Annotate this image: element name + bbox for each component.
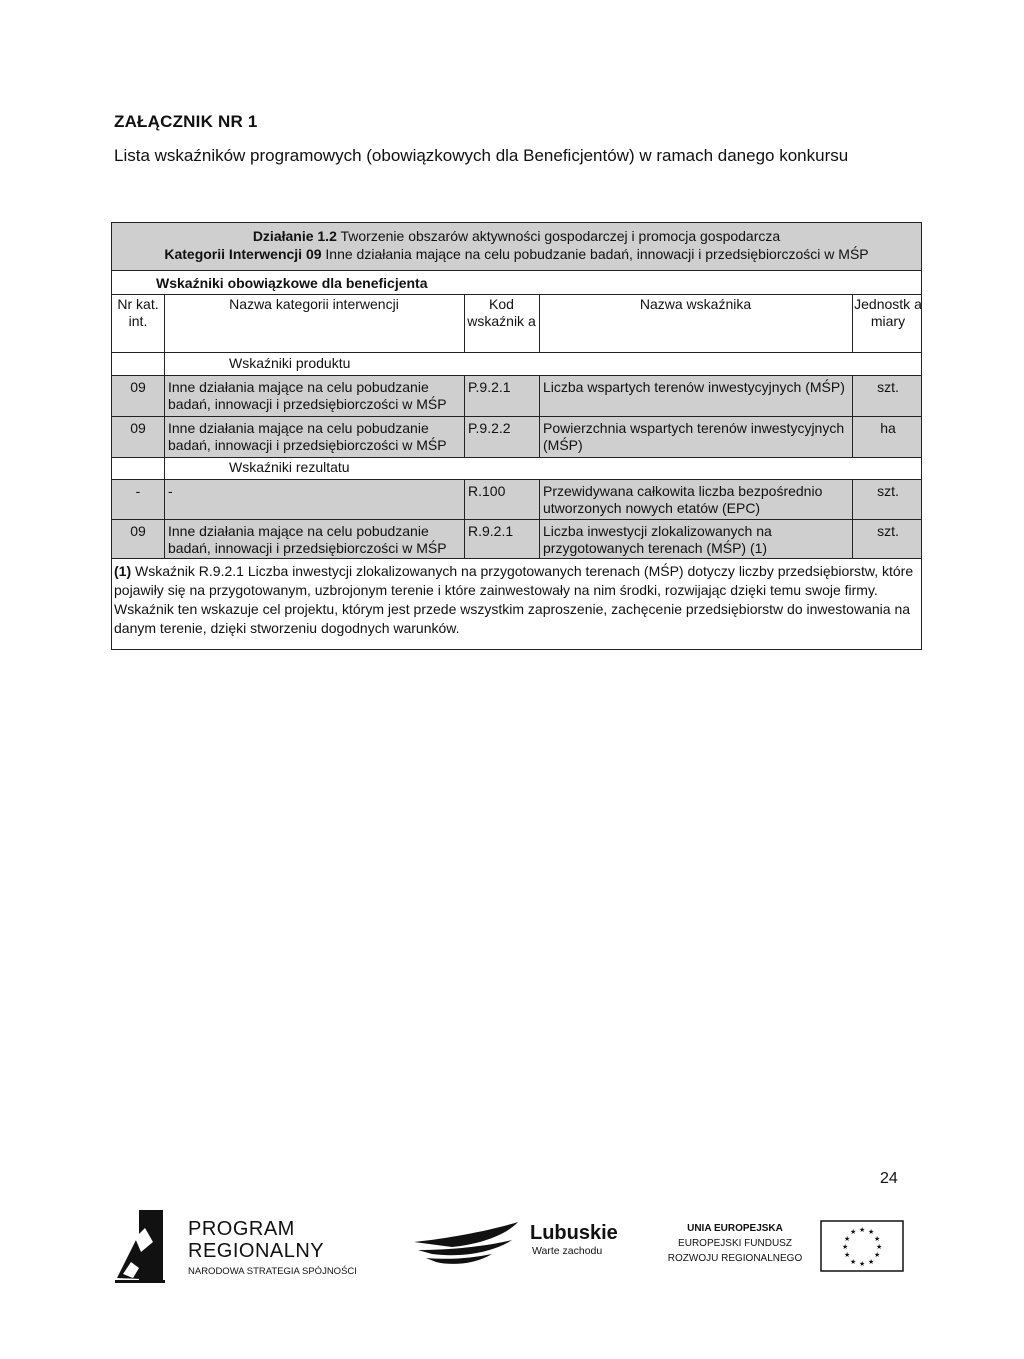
row-kod: R.9.2.1 — [468, 523, 514, 539]
table-row — [112, 520, 921, 558]
svg-text:★: ★ — [874, 1251, 881, 1259]
divider — [539, 294, 540, 352]
row-jm: ha — [880, 420, 896, 436]
divider — [464, 479, 465, 558]
dzialanie-text: Tworzenie obszarów aktywności gospodarczej i promocja gospodarcza — [340, 228, 781, 244]
svg-text:★: ★ — [850, 1228, 857, 1236]
divider — [852, 479, 853, 558]
svg-text:★: ★ — [876, 1243, 883, 1251]
row-nazwa: Powierzchnia wspartych terenów inwestycyjnych (MŚP) — [543, 420, 845, 453]
row-kod: P.9.2.2 — [468, 420, 511, 436]
row-nazwa: Liczba inwestycji zlokalizowanych na przygotowanych terenach (MŚP) (1) — [543, 523, 772, 556]
heading: ZAŁĄCZNIK NR 1 — [114, 112, 258, 131]
row-nr: - — [135, 483, 141, 499]
dzialanie-line — [112, 228, 921, 245]
kategoria-text: Inne działania mające na celu pobudzanie badań, innowacji i przedsiębiorczości w MŚP — [325, 246, 869, 262]
table-row — [112, 376, 921, 416]
divider — [112, 352, 921, 353]
divider — [852, 294, 853, 352]
table-row — [112, 480, 921, 519]
footnote-text: Wskaźnik R.9.2.1 Liczba inwestycji zlokalizowanych na przygotowanych terenach (MŚP) dotyczy liczby przedsiębiorstw, które pojawiły się na przygotowanym, uzbrojonym terenie i które zainwestowały na nim środki, rozwijając dzięki temu swoje firmy. Wskaźnik ten wskazuje cel projektu, którym jest przede wszystkim zaproszenie, zachęcenie przedsiębiorstw do inwestowania na danym terenie, dzięki stworzeniu dogodnych warunków. — [114, 563, 914, 636]
section-title: Wskaźniki obowiązkowe dla beneficjenta — [156, 275, 428, 291]
row-kategoria: - — [168, 483, 173, 499]
svg-text:★: ★ — [868, 1258, 875, 1266]
program-flag-icon — [115, 1208, 175, 1288]
col-header-nazwa-kat: Nazwa kategorii interwencji — [229, 296, 399, 312]
group-rezultatu: Wskaźniki rezultatu — [229, 459, 350, 475]
eu-logo — [660, 1218, 905, 1278]
lubuskie-name: Lubuskie — [530, 1222, 618, 1244]
col-header-nr-kat: Nr kat. int. — [117, 296, 159, 329]
svg-text:★: ★ — [850, 1258, 857, 1266]
program-regionalny-logo — [115, 1208, 405, 1288]
table-row — [112, 417, 921, 457]
program-line1: PROGRAM — [188, 1218, 295, 1240]
svg-text:★: ★ — [874, 1235, 881, 1243]
eu-flag-icon — [820, 1220, 904, 1272]
svg-text:★: ★ — [844, 1235, 851, 1243]
svg-text:★: ★ — [868, 1228, 875, 1236]
divider — [112, 294, 921, 295]
row-nazwa: Przewidywana całkowita liczba bezpośrednio utworzonych nowych etatów (EPC) — [543, 483, 823, 516]
divider — [852, 375, 853, 457]
svg-text:★: ★ — [859, 1260, 866, 1268]
row-nazwa: Liczba wspartych terenów inwestycyjnych (MŚP) — [543, 379, 845, 395]
row-jm: szt. — [877, 483, 899, 499]
row-nr: 09 — [130, 379, 146, 395]
col-header-kod: Kod wskaźnik a — [467, 296, 536, 329]
svg-text:★: ★ — [859, 1226, 866, 1234]
eu-line1: UNIA EUROPEJSKA — [687, 1223, 783, 1234]
row-jm: szt. — [877, 523, 899, 539]
divider — [112, 558, 921, 559]
row-kod: P.9.2.1 — [468, 379, 511, 395]
row-kod: R.100 — [468, 483, 506, 499]
dzialanie-label: Działanie 1.2 — [252, 228, 337, 244]
divider — [539, 375, 540, 457]
col-header-jednostka: Jednostk a miary — [854, 296, 922, 329]
divider — [112, 270, 921, 271]
row-kategoria: Inne działania mające na celu pobudzanie badań, innowacji i przedsiębiorczości w MŚP — [168, 420, 447, 453]
row-nr: 09 — [130, 523, 146, 539]
lubuskie-swoosh-icon — [412, 1220, 522, 1270]
svg-text:★: ★ — [842, 1243, 849, 1251]
lubuskie-tagline: Warte zachodu — [532, 1245, 603, 1257]
row-nr: 09 — [130, 420, 146, 436]
svg-text:★: ★ — [844, 1251, 851, 1259]
program-line3: NARODOWA STRATEGIA SPÓJNOŚCI — [188, 1266, 357, 1277]
page-number: 24 — [880, 1170, 898, 1187]
divider — [164, 294, 165, 558]
program-line2: REGIONALNY — [188, 1240, 325, 1262]
footnote-marker: (1) — [114, 563, 132, 579]
divider — [112, 457, 921, 458]
group-produktu: Wskaźniki produktu — [229, 355, 351, 371]
divider — [539, 479, 540, 558]
indicators-table — [111, 222, 922, 650]
subheading: Lista wskaźników programowych (obowiązkowych dla Beneficjentów) w ramach danego konkursu — [114, 146, 849, 165]
row-kategoria: Inne działania mające na celu pobudzanie badań, innowacji i przedsiębiorczości w MŚP — [168, 523, 447, 556]
divider — [464, 375, 465, 457]
eu-line2: EUROPEJSKI FUNDUSZ — [678, 1238, 792, 1249]
eu-line3: ROZWOJU REGIONALNEGO — [667, 1253, 803, 1264]
kategoria-label: Kategorii Interwencji 09 — [164, 246, 322, 262]
divider — [464, 294, 465, 352]
footnote — [114, 562, 919, 638]
row-kategoria: Inne działania mające na celu pobudzanie badań, innowacji i przedsiębiorczości w MŚP — [168, 379, 447, 412]
kategoria-line — [112, 246, 921, 263]
row-jm: szt. — [877, 379, 899, 395]
lubuskie-logo — [412, 1218, 632, 1278]
col-header-nazwa-wsk: Nazwa wskaźnika — [639, 296, 752, 312]
